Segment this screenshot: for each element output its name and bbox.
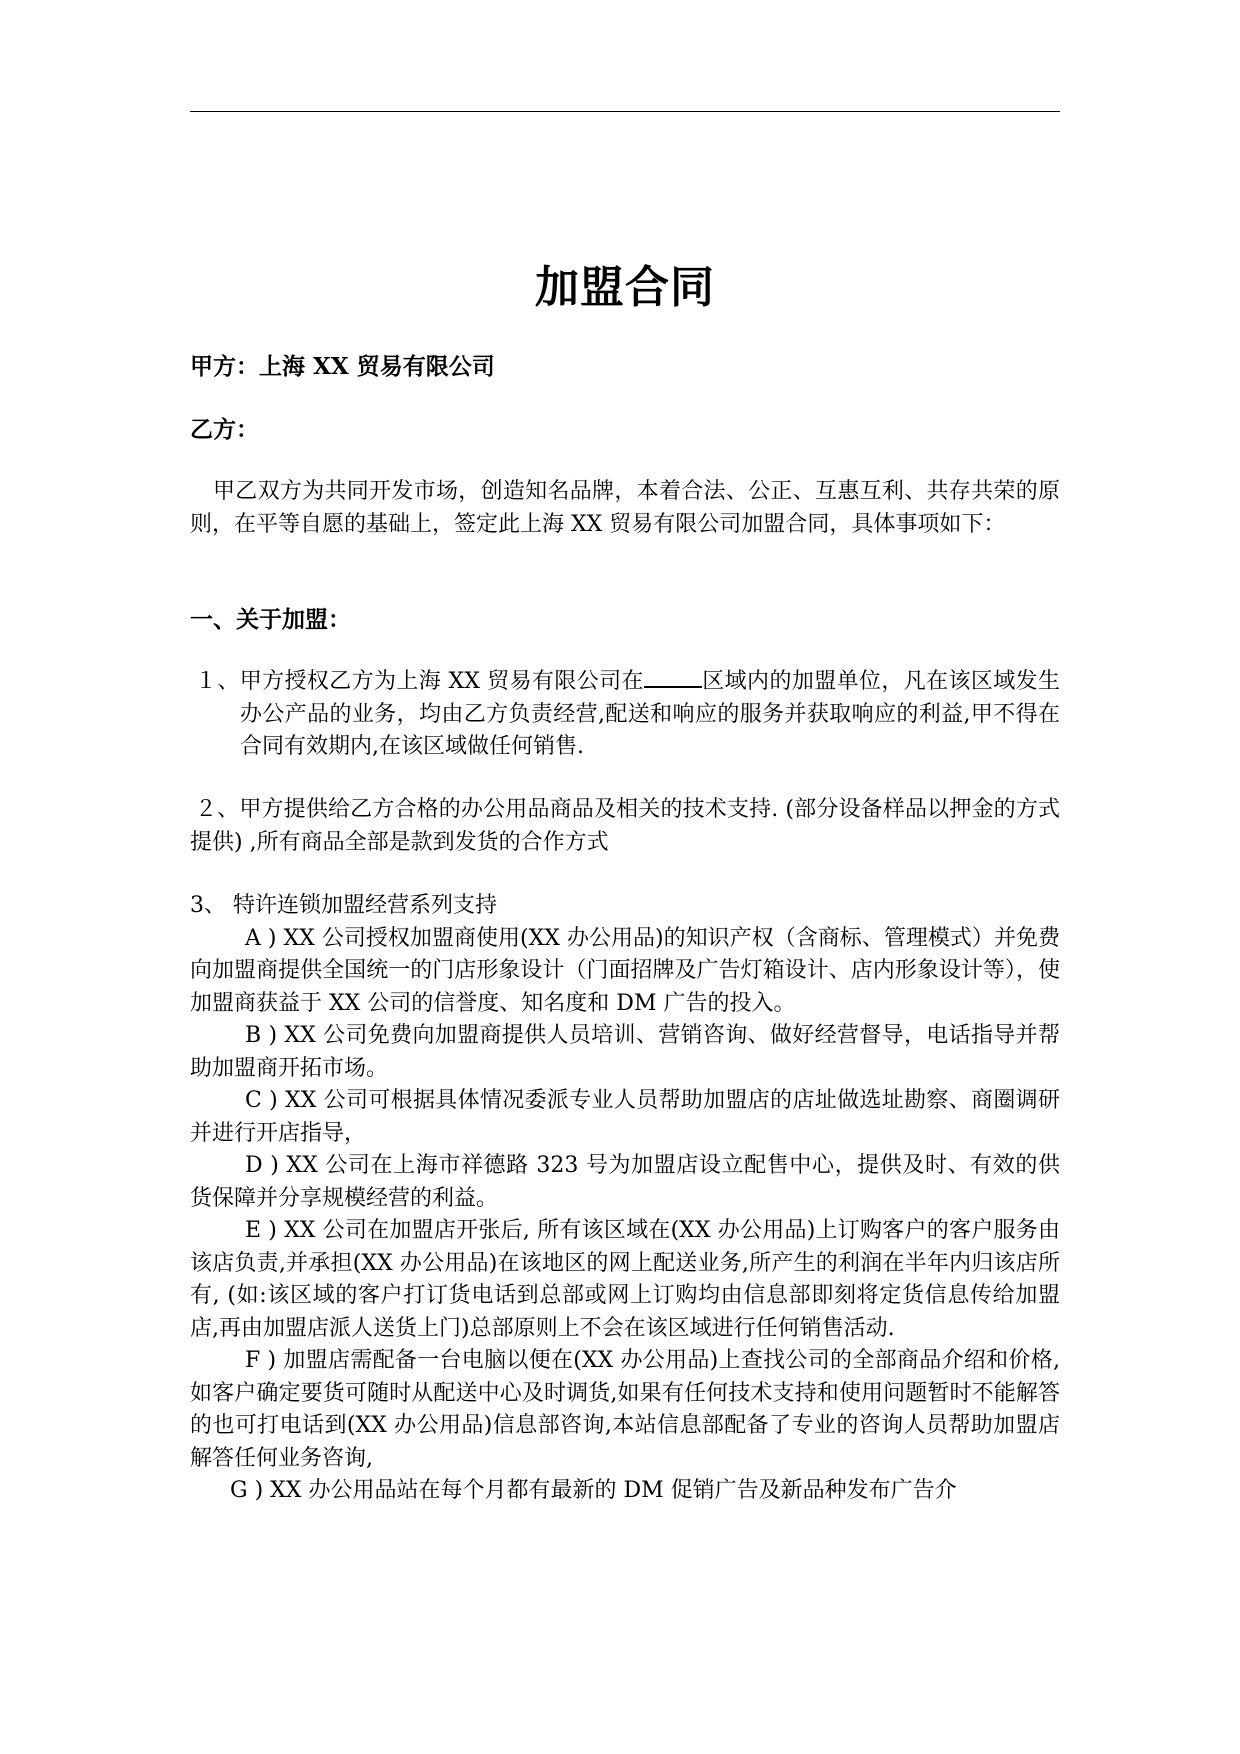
region-blank-line: [644, 668, 702, 688]
clause-3-heading: 3、 特许连锁加盟经营系列支持: [190, 893, 497, 918]
clause-3: [190, 890, 1060, 1508]
clause-2: ２、甲方提供给乙方合格的办公用品商品及相关的技术支持. (部分设备样品以押金的方式提供) ,所有商品全部是款到发货的合作方式: [190, 797, 1060, 855]
clause-3-sub-a: A ) XX 公司授权加盟商使用(XX 办公用品)的知识产权（含商标、管理模式）并免费向加盟商提供全国统一的门店形象设计（门面招牌及广告灯箱设计、店内形象设计等），使加盟商获益于 XX 公司的信誉度、知名度和 DM 广告的投入。: [190, 925, 1060, 1016]
contract-page: [190, 0, 1060, 1754]
clause-3-sub-g: G ) XX 办公用品站在每个月都有最新的 DM 促销广告及新品种发布广告介: [230, 1478, 957, 1503]
clause-1-text-start: １、甲方授权乙方为上海 XX 贸易有限公司在: [195, 669, 644, 694]
clause-3-sub-f: F ) 加盟店需配备一台电脑以便在(XX 办公用品)上查找公司的全部商品介绍和价格,如客户确定要货可随时从配送中心及时调货,如果有任何技术支持和使用问题暂时不能解答的也可打电话到(XX 办公用品)信息部咨询,本站信息部配备了专业的咨询人员帮助加盟店解答任何业务咨询,: [190, 1348, 1060, 1471]
clause-3-sub-b: B ) XX 公司免费向加盟商提供人员培训、营销咨询、做好经营督导，电话指导并帮助加盟商开拓市场。: [190, 1023, 1060, 1081]
header-rule: [190, 111, 1060, 112]
clause-3-sub-e: E ) XX 公司在加盟店开张后, 所有该区域在(XX 办公用品)上订购客户的客户服务由该店负责,并承担(XX 办公用品)在该地区的网上配送业务,所产生的利润在半年内归该店所有, (如:该区域的客户打订货电话到总部或网上订购均由信息部即刻将定货信息传给加盟店,再由加盟店派人送货上门)总部原则上不会在该区域进行任何销售活动.: [190, 1218, 1060, 1341]
clause-3-sub-d: D ) XX 公司在上海市祥德路 323 号为加盟店设立配售中心，提供及时、有效的供货保障并分享规模经营的利益。: [190, 1153, 1060, 1211]
party-b: 乙方：: [190, 416, 259, 443]
document-title: 加盟合同: [535, 262, 715, 313]
clause-3-sub-c: C ) XX 公司可根据具体情况委派专业人员帮助加盟店的店址做选址勘察、商圈调研并进行开店指导，: [190, 1088, 1060, 1146]
intro-paragraph: 甲乙双方为共同开发市场，创造知名品牌，本着合法、公正、互惠互利、共存共荣的原则，在平等自愿的基础上，签定此上海 XX 贸易有限公司加盟合同，具体事项如下：: [190, 479, 1060, 537]
party-a: 甲方：上海 XX 贸易有限公司: [190, 353, 495, 380]
clause-1: [190, 666, 1060, 764]
section-heading: 一、关于加盟：: [190, 606, 351, 633]
clause-1-text-end: 区域内的加盟单位，凡在该区域发生办公产品的业务，均由乙方负责经营,配送和响应的服务并获取响应的利益,甲不得在合同有效期内,在该区域做任何销售.: [240, 669, 1060, 759]
